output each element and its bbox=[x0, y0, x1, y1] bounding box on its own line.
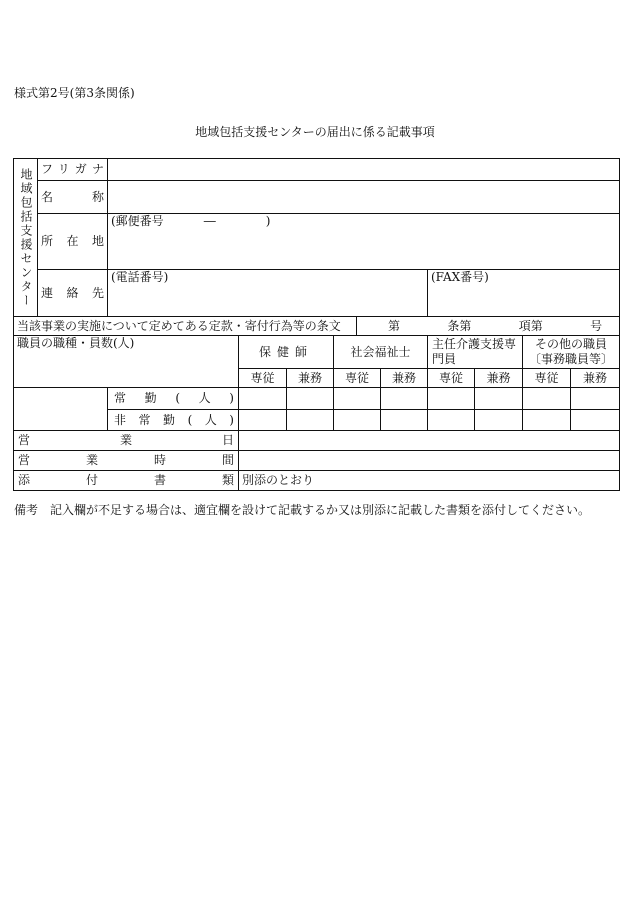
staff-input-cell[interactable] bbox=[571, 388, 620, 410]
article-jou: 条第 bbox=[447, 318, 472, 333]
business-days-field[interactable] bbox=[239, 431, 620, 451]
business-hours-field[interactable] bbox=[239, 451, 620, 471]
sub-header-concurrent: 兼務 bbox=[475, 369, 523, 388]
article-gou: 号 bbox=[590, 318, 603, 333]
staff-input-cell[interactable] bbox=[428, 388, 475, 410]
document-title: 地域包括支援センターの届出に係る記載事項 bbox=[195, 125, 435, 139]
postal-code-suffix: ) bbox=[265, 214, 271, 228]
articles-label: 当該事業の実施について定めてある定款・寄付行為等の条文 bbox=[14, 317, 357, 336]
name-field[interactable] bbox=[108, 181, 620, 214]
sub-header-fulltime: 専従 bbox=[523, 369, 571, 388]
staff-input-cell[interactable] bbox=[475, 410, 523, 431]
phone-field[interactable] bbox=[108, 270, 428, 317]
furigana-field[interactable] bbox=[108, 159, 620, 181]
postal-code-dash: ― bbox=[203, 214, 216, 228]
category-other-staff: その他の職員〔事務職員等〕 bbox=[523, 336, 620, 369]
postal-code-prefix: (郵便番号 bbox=[111, 214, 164, 228]
sub-header-fulltime: 専従 bbox=[428, 369, 475, 388]
furigana-label: フリガナ bbox=[38, 159, 108, 181]
address-label: 所在地 bbox=[38, 214, 108, 270]
fax-label: (FAX番号) bbox=[431, 270, 489, 284]
attachments-label: 添付書類 bbox=[14, 471, 239, 491]
staff-input-cell[interactable] bbox=[239, 388, 287, 410]
staff-input-cell[interactable] bbox=[334, 388, 381, 410]
sub-header-concurrent: 兼務 bbox=[287, 369, 334, 388]
category-social-worker: 社会福祉士 bbox=[334, 336, 428, 369]
business-hours-label: 営業時間 bbox=[14, 451, 239, 471]
staff-input-cell[interactable] bbox=[287, 410, 334, 431]
notification-form-table bbox=[13, 158, 620, 491]
article-kou: 項第 bbox=[518, 318, 543, 333]
attachments-value: 別添のとおり bbox=[242, 473, 315, 487]
category-public-health-nurse: 保健師 bbox=[239, 336, 334, 369]
staff-input-cell[interactable] bbox=[287, 388, 334, 410]
name-label: 名称 bbox=[38, 181, 108, 214]
sub-header-fulltime: 専従 bbox=[334, 369, 381, 388]
staff-input-cell[interactable] bbox=[523, 388, 571, 410]
article-dai: 第 bbox=[388, 318, 401, 333]
fulltime-label: 常勤(人) bbox=[108, 388, 239, 410]
center-label: 地域包括支援センター bbox=[14, 159, 38, 317]
form-number: 様式第2号(第3条関係) bbox=[14, 86, 135, 100]
staff-input-cell[interactable] bbox=[334, 410, 381, 431]
phone-label: (電話番号) bbox=[111, 270, 169, 284]
business-days-label: 営業日 bbox=[14, 431, 239, 451]
fax-field[interactable] bbox=[428, 270, 620, 317]
staff-input-cell[interactable] bbox=[475, 388, 523, 410]
attachments-field[interactable] bbox=[239, 471, 620, 491]
staff-input-cell[interactable] bbox=[381, 410, 428, 431]
staff-input-cell[interactable] bbox=[571, 410, 620, 431]
sub-header-fulltime: 専従 bbox=[239, 369, 287, 388]
staff-header: 職員の職種・員数(人) bbox=[14, 336, 239, 388]
parttime-label: 非常勤(人) bbox=[108, 410, 239, 431]
address-field[interactable] bbox=[108, 214, 620, 270]
category-care-manager: 主任介護支援専門員 bbox=[428, 336, 523, 369]
staff-input-cell[interactable] bbox=[381, 388, 428, 410]
sub-header-concurrent: 兼務 bbox=[571, 369, 620, 388]
staff-blank-cell bbox=[14, 388, 108, 431]
articles-field[interactable] bbox=[357, 317, 620, 336]
contact-label: 連絡先 bbox=[38, 270, 108, 317]
sub-header-concurrent: 兼務 bbox=[381, 369, 428, 388]
staff-input-cell[interactable] bbox=[239, 410, 287, 431]
staff-input-cell[interactable] bbox=[523, 410, 571, 431]
remarks-note: 備考 記入欄が不足する場合は、適宜欄を設けて記載するか又は別添に記載した書類を添付してください。 bbox=[14, 503, 591, 517]
staff-input-cell[interactable] bbox=[428, 410, 475, 431]
